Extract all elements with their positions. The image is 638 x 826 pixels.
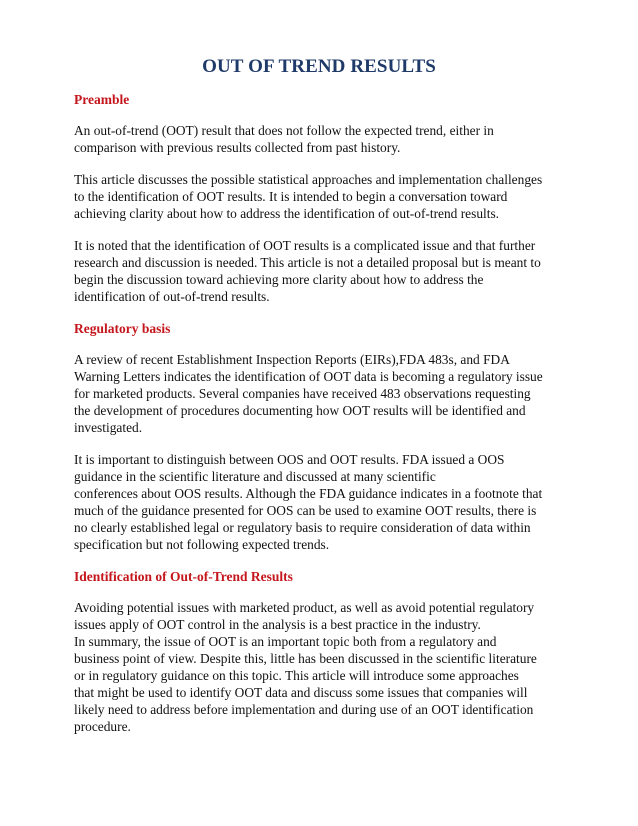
text-line: identification of out-of-trend results. bbox=[74, 289, 270, 304]
text-line: or in regulatory guidance on this topic. This article will introduce some approaches bbox=[74, 668, 519, 683]
spacer bbox=[74, 585, 574, 599]
spacer bbox=[74, 436, 574, 451]
text-line: much of the guidance presented for OOS can be used to examine OOT results, there is bbox=[74, 503, 537, 518]
text-line: Avoiding potential issues with marketed product, as well as avoid potential regulatory bbox=[74, 600, 535, 615]
text-line: business point of view. Despite this, little has been discussed in the scientific literature bbox=[74, 651, 537, 666]
text-line: comparison with previous results collected from past history. bbox=[74, 140, 401, 155]
document-body bbox=[74, 92, 574, 735]
section-heading: Preamble bbox=[74, 92, 130, 107]
spacer bbox=[74, 553, 574, 569]
text-line: procedure. bbox=[74, 719, 131, 734]
spacer bbox=[74, 108, 574, 122]
text-line: It is noted that the identification of OOT results is a complicated issue and that further bbox=[74, 238, 536, 253]
body-paragraph bbox=[74, 351, 574, 436]
text-line: for marketed products. Several companies have received 483 observations requesting bbox=[74, 386, 531, 401]
text-line: that might be used to identify OOT data and discuss some issues that companies will bbox=[74, 685, 528, 700]
body-paragraph bbox=[74, 599, 574, 735]
text-line: to the identification of OOT results. It is intended to begin a conversation toward bbox=[74, 189, 508, 204]
body-paragraph bbox=[74, 122, 574, 156]
text-line: guidance in the scientific literature and discussed at many scientific bbox=[74, 469, 436, 484]
page-title: OUT OF TREND RESULTS bbox=[202, 56, 436, 77]
text-line: likely need to address before implementation and during use of an OOT identification bbox=[74, 702, 534, 717]
body-paragraph bbox=[74, 451, 574, 553]
spacer bbox=[74, 337, 574, 351]
body-paragraph bbox=[74, 237, 574, 305]
text-line: investigated. bbox=[74, 420, 143, 435]
text-line: Warning Letters indicates the identification of OOT data is becoming a regulatory issue bbox=[74, 369, 543, 384]
body-paragraph bbox=[74, 171, 574, 222]
text-line: It is important to distinguish between OOS and OOT results. FDA issued a OOS bbox=[74, 452, 505, 467]
text-line: In summary, the issue of OOT is an important topic both from a regulatory and bbox=[74, 634, 497, 649]
spacer bbox=[74, 222, 574, 237]
text-line: An out-of-trend (OOT) result that does not follow the expected trend, either in bbox=[74, 123, 494, 138]
text-line: specification but not following expected trends. bbox=[74, 537, 330, 552]
text-line: research and discussion is needed. This article is not a detailed proposal but is meant to bbox=[74, 255, 541, 270]
text-line: achieving clarity about how to address the identification of out-of-trend results. bbox=[74, 206, 500, 221]
spacer bbox=[74, 305, 574, 321]
spacer bbox=[74, 156, 574, 171]
text-line: A review of recent Establishment Inspection Reports (EIRs),FDA 483s, and FDA bbox=[74, 352, 510, 367]
text-line: begin the discussion toward achieving more clarity about how to address the bbox=[74, 272, 484, 287]
text-line: conferences about OOS results. Although the FDA guidance indicates in a footnote that bbox=[74, 486, 543, 501]
text-line: no clearly established legal or regulatory basis to require consideration of data within bbox=[74, 520, 531, 535]
text-line: the development of procedures documenting how OOT results will be identified and bbox=[74, 403, 526, 418]
section-heading: Regulatory basis bbox=[74, 321, 171, 336]
text-line: issues apply of OOT control in the analysis is a best practice in the industry. bbox=[74, 617, 481, 632]
section-heading: Identification of Out-of-Trend Results bbox=[74, 569, 293, 584]
text-line: This article discusses the possible statistical approaches and implementation challenges bbox=[74, 172, 543, 187]
